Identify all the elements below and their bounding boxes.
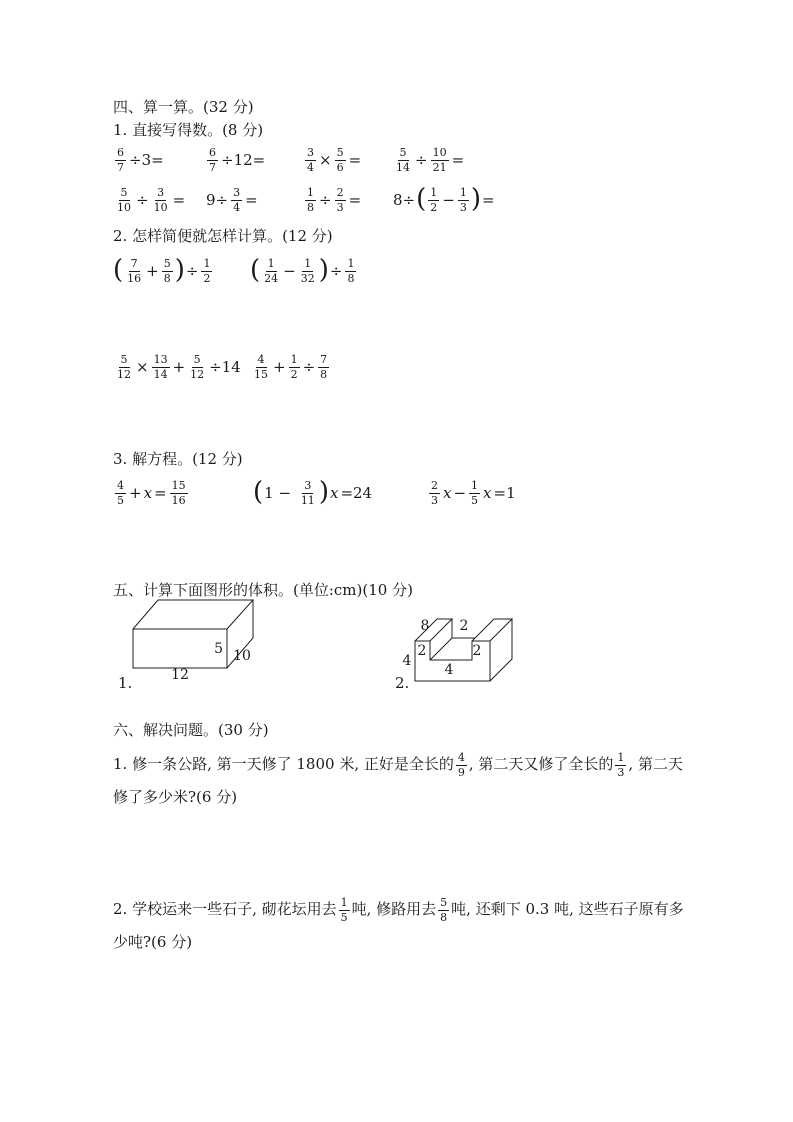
height-dim: 5 [214, 641, 223, 657]
expression: $\frac{6}{7}$ ÷12= [209, 146, 266, 174]
expression: $\frac{3}{4}$ × $\frac{5}{6}$ = [307, 146, 362, 174]
expression: $\frac{5}{12}$ × $\frac{13}{14}$ + $\frac{5}{12}$ ÷14 [117, 353, 241, 381]
expression: $\frac{4}{15}$ + $\frac{1}{2}$ ÷ $\frac{7}{8}$ [254, 353, 328, 381]
groove-width-dim: 4 [444, 662, 454, 678]
groove-top-dim: 2 [459, 618, 469, 634]
right-top-dim: 2 [472, 643, 482, 659]
direct-calc-row-1 [113, 144, 685, 176]
width-dim: 10 [233, 648, 251, 664]
figure1-label: 1. [118, 674, 133, 692]
direct-calc-title: 1. 直接写得数。(8 分) [113, 121, 264, 139]
word-problem-2: 2. 学校运来一些石子, 砌花坛用去 $\frac{1}{5}$ 吨, 修路用去 $\frac{5}{8}$ 吨, 还剩下 0.3 吨, 这些石子原有多少吨?(6 分) [113, 896, 684, 951]
equations-title: 3. 解方程。(12 分) [113, 450, 243, 468]
depth-dim: 8 [420, 618, 430, 634]
section-four-title: 四、算一算。(32 分) [113, 98, 254, 116]
u-channel-drawing [395, 598, 535, 693]
expression: $\frac{1}{8}$ ÷ $\frac{2}{3}$ = [307, 186, 362, 214]
volume-figures [113, 598, 685, 693]
equation: $\frac{2}{3}$ x − $\frac{1}{5}$ x =1 [431, 479, 516, 507]
expression: ( $\frac{1}{24}$ − $\frac{1}{32}$ ) ÷ $\frac{1}{8}$ [250, 255, 355, 285]
figure2-label: 2. [395, 674, 410, 692]
expression: $\frac{6}{7}$ ÷3= [117, 146, 164, 174]
equations-row [113, 476, 685, 510]
section-six-title: 六、解决问题。(30 分) [113, 721, 269, 739]
expression: ( $\frac{7}{16}$ + $\frac{5}{8}$ ) ÷ $\frac{1}{2}$ [113, 255, 211, 285]
simplify-title: 2. 怎样简便就怎样计算。(12 分) [113, 227, 333, 245]
equation: ( 1 − $\frac{3}{11}$ ) x =24 [253, 477, 373, 507]
expression: 8÷ ( $\frac{1}{2}$ − $\frac{1}{3}$ ) = [393, 184, 495, 214]
equation: $\frac{4}{5}$ + x = $\frac{15}{16}$ [117, 479, 186, 507]
simplify-row-2 [113, 349, 685, 385]
expression: $\frac{5}{14}$ ÷ $\frac{10}{21}$ = [396, 146, 465, 174]
length-dim: 12 [171, 667, 189, 683]
u-channel-figure [395, 598, 535, 693]
expression: 9÷ $\frac{3}{4}$ = [206, 186, 258, 214]
left-top-dim: 2 [417, 643, 427, 659]
expression: $\frac{5}{10}$ ÷ $\frac{3}{10}$ = [117, 186, 186, 214]
cuboid-figure [113, 598, 263, 693]
height-dim: 4 [402, 653, 412, 669]
section-five-title: 五、计算下面图形的体积。(单位:cm)(10 分) [113, 581, 413, 599]
simplify-row-1 [113, 253, 685, 289]
direct-calc-row-2 [113, 184, 685, 216]
cuboid-drawing [113, 598, 263, 693]
word-problem-1: 1. 修一条公路, 第一天修了 1800 米, 正好是全长的 $\frac{4}{9}$ , 第二天又修了全长的 $\frac{1}{3}$ , 第二天修了多少米?(6 分) [113, 751, 683, 806]
